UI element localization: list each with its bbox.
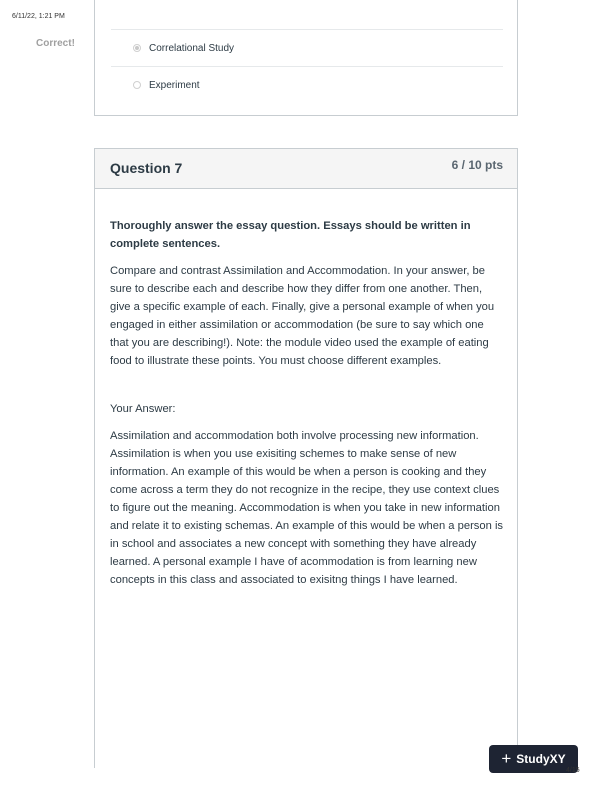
question-points: 6 / 10 pts [451, 158, 503, 172]
question-title: Question 7 [110, 160, 183, 176]
question-header [95, 149, 517, 189]
your-answer-label: Your Answer: [110, 403, 176, 415]
radio-unselected-icon[interactable] [133, 81, 141, 89]
plus-icon: + [501, 749, 512, 768]
answer-option-experiment[interactable] [111, 66, 503, 103]
question-card [94, 148, 518, 768]
question-instruction: Thoroughly answer the essay question. Essays should be written in complete sentences. [110, 220, 471, 250]
correct-answer-tag: Correct! [36, 38, 75, 49]
answer-option-label: Experiment [149, 79, 200, 91]
previous-question-card [94, 0, 518, 116]
print-timestamp: 6/11/22, 1:21 PM [12, 13, 65, 20]
studyxy-badge[interactable] [489, 745, 578, 773]
radio-selected-icon[interactable] [133, 44, 141, 52]
page-number: 4/15 [566, 767, 580, 774]
studyxy-label: StudyXY [516, 752, 566, 766]
essay-answer: Assimilation and accommodation both involve processing new information. Assimilation is when you use exisiting schemes to make sense of new information. An example of this would be when a person is cooking and they come across a term they do not recognize in the recipe, they use context clues to figure out the meaning. Accommodation is when you take in new information and relate it to existing schemas. An example of this would be when a person is in school and associates a new concept with something they have already learned. A personal example I have of acommodation is from learning new concepts in this class and associated to exisitng things I have learned. [110, 430, 504, 586]
question-prompt: Compare and contrast Assimilation and Accommodation. In your answer, be sure to describe each and describe how they differ from one another. Then, give a specific example of each. Finally, give a personal example of when you engaged in either assimilation or accommodation (be sure to say which one that you are describing!). Note: the module video used the example of eating food to illustrate these points. You must choose different examples. [110, 265, 495, 367]
question-body [110, 217, 505, 589]
answer-option-correlational[interactable] [111, 29, 503, 66]
answer-option-label: Correlational Study [149, 42, 235, 54]
